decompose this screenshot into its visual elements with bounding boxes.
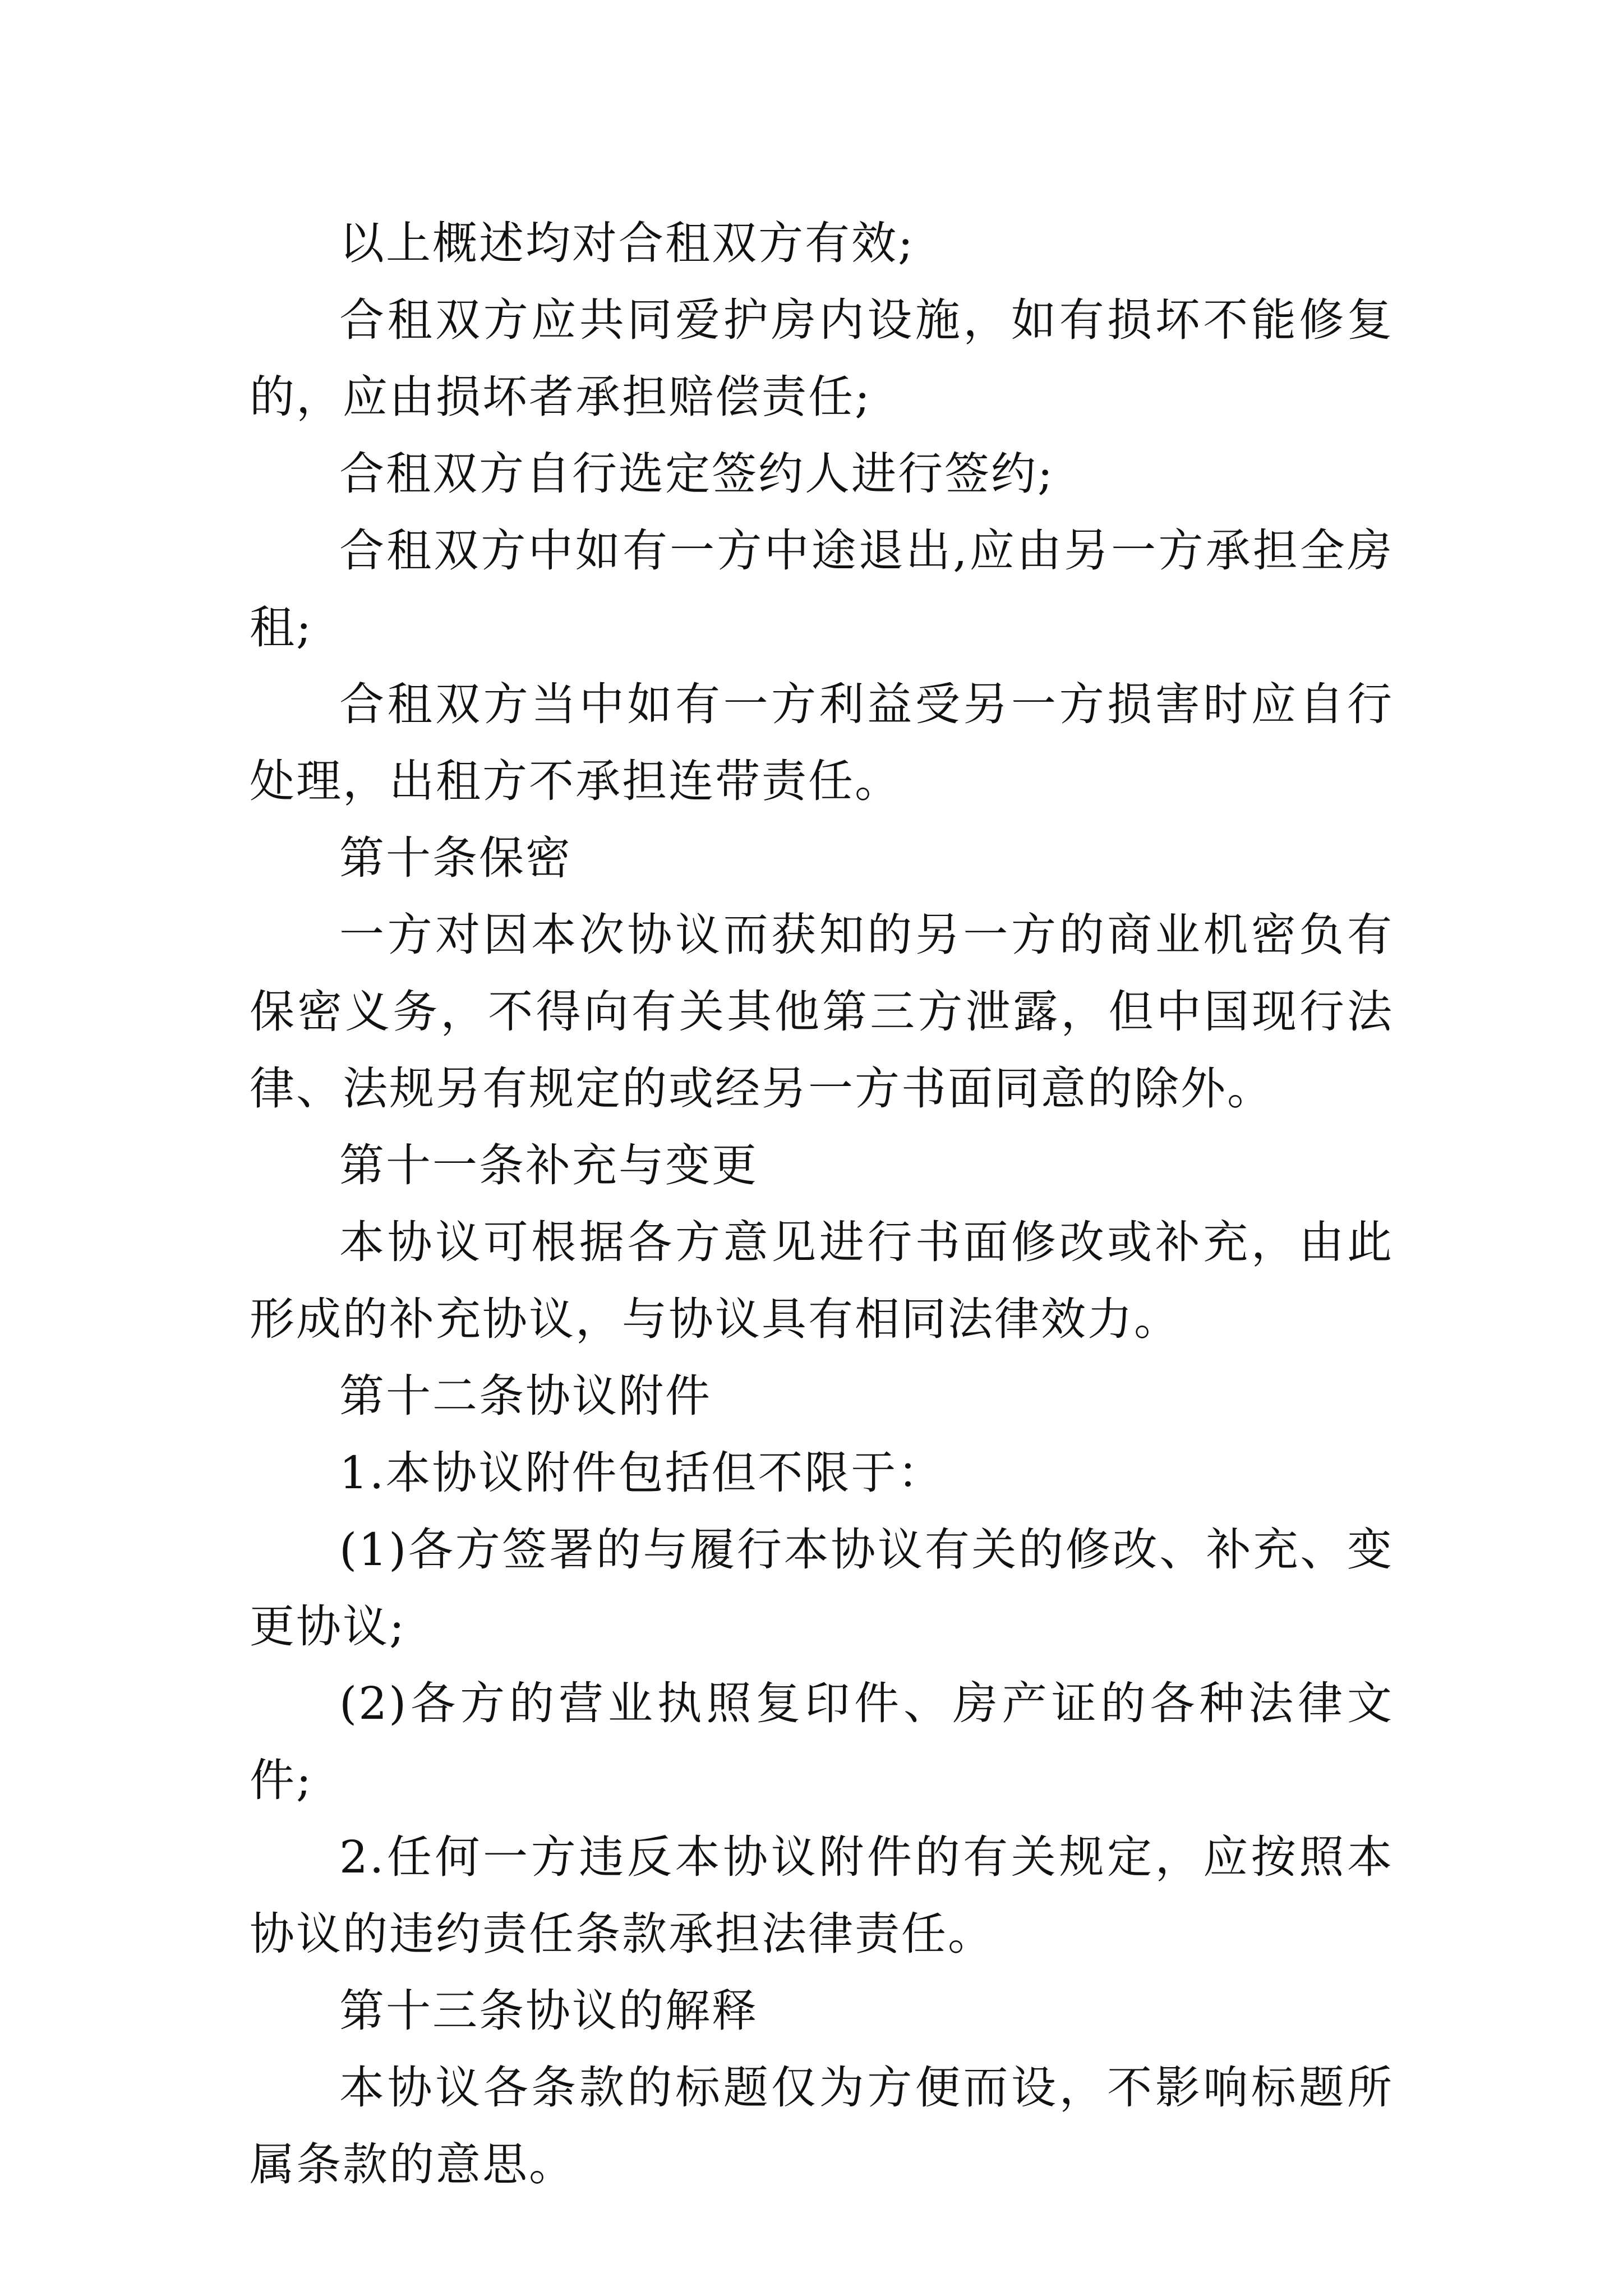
- paragraph-facility-care: 合租双方应共同爱护房内设施，如有损坏不能修复的，应由损坏者承担赔偿责任;: [250, 294, 1394, 423]
- document-body: [250, 205, 1394, 2203]
- paragraph-attachments-intro: 1.本协议附件包括但不限于：: [339, 1447, 944, 1499]
- paragraph-dispute: 合租双方当中如有一方利益受另一方损害时应自行处理，出租方不承担连带责任。: [250, 678, 1394, 807]
- section-heading-interpretation: 第十三条协议的解释: [339, 1985, 758, 2037]
- paragraph-attachment-item-1: (1)各方签署的与履行本协议有关的修改、补充、变更协议;: [250, 1524, 1394, 1653]
- paragraph-interpretation: 本协议各条款的标题仅为方便而设，不影响标题所属条款的意思。: [250, 2062, 1394, 2191]
- section-heading-amendment: 第十一条补充与变更: [339, 1139, 758, 1191]
- section-heading-confidentiality: 第十条保密: [339, 832, 572, 884]
- paragraph-confidentiality: 一方对因本次协议而获知的另一方的商业机密负有保密义务，不得向有关其他第三方泄露，但中国现行法律、法规另有规定的或经另一方书面同意的除外。: [250, 909, 1394, 1115]
- paragraph-attachment-item-2: (2)各方的营业执照复印件、房产证的各种法律文件;: [250, 1677, 1394, 1806]
- paragraph-amendment: 本协议可根据各方意见进行书面修改或补充，由此形成的补充协议，与协议具有相同法律效力。: [250, 1216, 1394, 1345]
- paragraph-withdrawal: 合租双方中如有一方中途退出,应由另一方承担全房租;: [250, 524, 1394, 654]
- paragraph-attachment-breach: 2.任何一方违反本协议附件的有关规定，应按照本协议的违约责任条款承担法律责任。: [250, 1831, 1394, 1960]
- paragraph-signatory: 合租双方自行选定签约人进行签约;: [339, 448, 1054, 500]
- section-heading-attachments: 第十二条协议附件: [339, 1370, 712, 1422]
- paragraph-summary-valid: 以上概述均对合租双方有效;: [339, 217, 915, 269]
